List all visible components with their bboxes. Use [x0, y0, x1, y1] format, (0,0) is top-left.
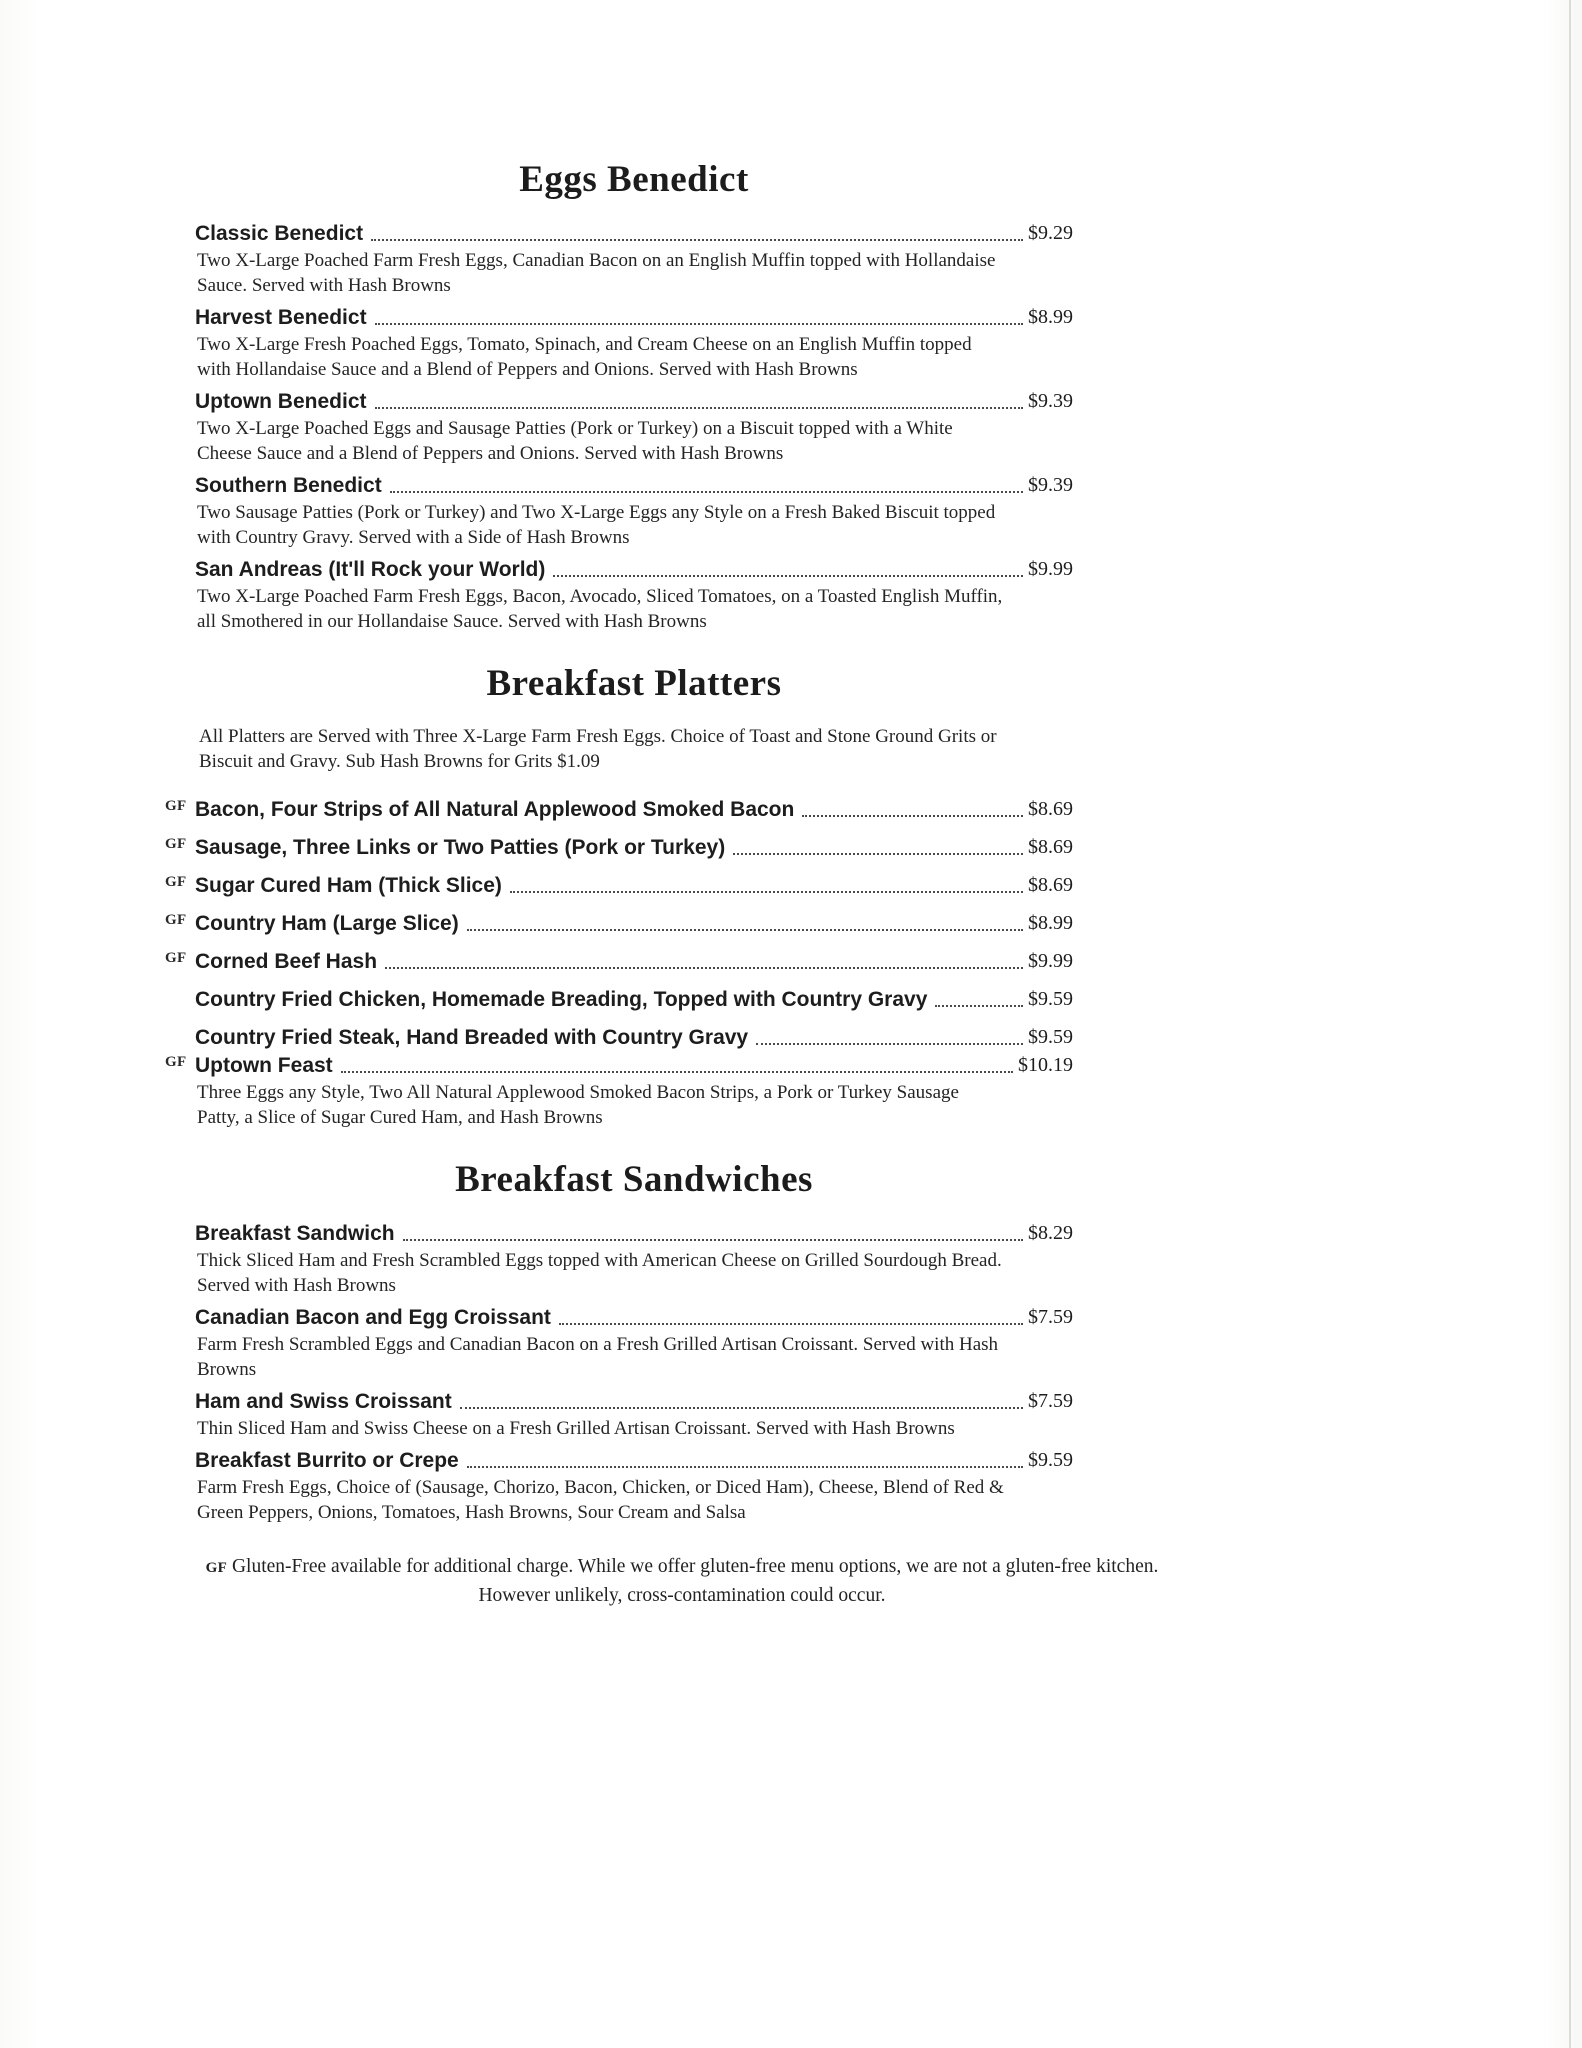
item-description: Two X-Large Fresh Poached Eggs, Tomato, Spinach, and Cream Cheese on an English Muffin topped with Hollandaise Sauce and a Blend of Peppers and Onions. Served with Hash Browns [197, 334, 972, 380]
item-row [195, 1304, 1073, 1331]
menu-item [165, 948, 1073, 975]
item-description: Two X-Large Poached Farm Fresh Eggs, Bacon, Avocado, Sliced Tomatoes, on a Toasted English Muffin, all Smothered in our Hollandaise Sauce. Served with Hash Browns [197, 586, 1003, 632]
disclaimer-text: Gluten-Free available for additional charge. While we offer gluten-free menu options, we are not a gluten-free kitchen. [231, 1556, 1159, 1577]
item-row [195, 1388, 1073, 1415]
item-row [195, 1024, 1073, 1051]
item-name: Country Ham (Large Slice) [195, 912, 459, 935]
item-description: Three Eggs any Style, Two All Natural Applewood Smoked Bacon Strips, a Pork or Turkey Sausage Patty, a Slice of Sugar Cured Ham, and Hash Browns [197, 1082, 959, 1128]
menu-item [195, 304, 1073, 382]
menu-item [165, 872, 1073, 899]
dotted-leader [802, 815, 1023, 817]
item-name: Sugar Cured Ham (Thick Slice) [195, 874, 502, 897]
gluten-free-marker: GF [165, 1054, 187, 1070]
item-price: $7.59 [1028, 1306, 1073, 1328]
gluten-free-marker: GF [165, 836, 187, 852]
item-description: Two Sausage Patties (Pork or Turkey) and Two X-Large Eggs any Style on a Fresh Baked Biscuit topped with Country Gravy. Served with a Side of Hash Browns [197, 502, 996, 548]
gluten-free-marker: GF [165, 912, 187, 928]
dotted-leader [403, 1239, 1023, 1241]
section-breakfast-sandwiches [195, 1220, 1073, 1525]
gluten-free-marker: GF [165, 950, 187, 966]
item-price: $7.59 [1028, 1390, 1073, 1412]
item-price: $9.59 [1028, 1026, 1073, 1048]
gluten-free-marker: GF [165, 798, 187, 814]
item-price: $8.99 [1028, 912, 1073, 934]
item-price: $8.69 [1028, 874, 1073, 896]
dotted-leader [553, 575, 1023, 577]
item-price: $8.69 [1028, 836, 1073, 858]
item-description: Two X-Large Poached Eggs and Sausage Patties (Pork or Turkey) on a Biscuit topped with a White Cheese Sauce and a Blend of Peppers and Onions. Served with Hash Browns [197, 418, 953, 464]
item-name: Bacon, Four Strips of All Natural Applewood Smoked Bacon [195, 798, 795, 821]
disclaimer-line-1 [152, 1553, 1212, 1582]
item-price: $9.99 [1028, 950, 1073, 972]
item-name: Uptown Benedict [195, 390, 367, 413]
item-description: Farm Fresh Eggs, Choice of (Sausage, Chorizo, Bacon, Chicken, or Diced Ham), Cheese, Blend of Red & Green Peppers, Onions, Tomatoes, Hash Browns, Sour Cream and Salsa [197, 1477, 1004, 1523]
section-intro: All Platters are Served with Three X-Large Farm Fresh Eggs. Choice of Toast and Stone Ground Grits or Biscuit and Gravy. Sub Hash Browns for Grits $1.09 [199, 726, 997, 772]
item-row [195, 388, 1073, 415]
dotted-leader [467, 929, 1023, 931]
dotted-leader [375, 407, 1024, 409]
item-row [165, 872, 1073, 899]
item-name: Breakfast Sandwich [195, 1222, 395, 1245]
item-price: $10.19 [1018, 1054, 1073, 1076]
dotted-leader [733, 853, 1023, 855]
item-row [195, 1447, 1073, 1474]
dotted-leader [467, 1466, 1023, 1468]
item-price: $9.39 [1028, 390, 1073, 412]
disclaimer-line-2: However unlikely, cross-contamination could occur. [478, 1585, 886, 1606]
gluten-free-marker: GF [165, 874, 187, 890]
item-row [195, 1220, 1073, 1247]
menu-item [165, 910, 1073, 937]
section-breakfast-platters [165, 796, 1073, 1130]
item-row [165, 948, 1073, 975]
item-row [165, 796, 1073, 823]
item-row [195, 986, 1073, 1013]
menu-item [195, 1220, 1073, 1298]
section-eggs-benedict [195, 220, 1073, 634]
dotted-leader [371, 239, 1023, 241]
item-row [195, 556, 1073, 583]
item-row [195, 304, 1073, 331]
item-description: Thin Sliced Ham and Swiss Cheese on a Fresh Grilled Artisan Croissant. Served with Hash Browns [197, 1418, 955, 1439]
item-row [165, 910, 1073, 937]
dotted-leader [510, 891, 1023, 893]
item-name: Corned Beef Hash [195, 950, 378, 973]
item-price: $8.29 [1028, 1222, 1073, 1244]
menu-item [195, 1304, 1073, 1382]
item-description: Thick Sliced Ham and Fresh Scrambled Eggs topped with American Cheese on Grilled Sourdough Bread. Served with Hash Browns [197, 1250, 1002, 1296]
item-name: San Andreas (It'll Rock your World) [195, 558, 546, 581]
section-title-eggs-benedict: Eggs Benedict [519, 159, 749, 200]
menu-item [195, 220, 1073, 298]
dotted-leader [935, 1005, 1023, 1007]
dotted-leader [341, 1071, 1013, 1073]
gluten-free-disclaimer [152, 1553, 1212, 1609]
item-name: Sausage, Three Links or Two Patties (Pork or Turkey) [195, 836, 726, 859]
menu-item [165, 1052, 1073, 1130]
section-title-breakfast-sandwiches: Breakfast Sandwiches [455, 1159, 813, 1200]
item-description: Two X-Large Poached Farm Fresh Eggs, Canadian Bacon on an English Muffin topped with Hollandaise Sauce. Served with Hash Browns [197, 250, 996, 296]
item-price: $9.39 [1028, 474, 1073, 496]
item-price: $8.99 [1028, 306, 1073, 328]
menu-content [165, 158, 1159, 1609]
menu-item [195, 1447, 1073, 1525]
gluten-free-marker: GF [205, 1560, 228, 1576]
item-row [195, 472, 1073, 499]
item-row [165, 834, 1073, 861]
dotted-leader [460, 1407, 1023, 1409]
item-name: Harvest Benedict [195, 306, 367, 329]
dotted-leader [385, 967, 1023, 969]
item-price: $9.59 [1028, 988, 1073, 1010]
dotted-leader [756, 1043, 1023, 1045]
item-row [165, 1052, 1073, 1079]
menu-item [165, 796, 1073, 823]
menu-item [195, 986, 1073, 1013]
item-name: Ham and Swiss Croissant [195, 1390, 452, 1413]
menu-item [165, 834, 1073, 861]
item-name: Southern Benedict [195, 474, 382, 497]
item-name: Country Fried Steak, Hand Breaded with Country Gravy [195, 1026, 749, 1049]
menu-item [195, 388, 1073, 466]
item-price: $8.69 [1028, 798, 1073, 820]
menu-item [195, 556, 1073, 634]
menu-item [195, 1388, 1073, 1441]
menu-item [195, 472, 1073, 550]
dotted-leader [375, 323, 1023, 325]
item-name: Breakfast Burrito or Crepe [195, 1449, 459, 1472]
item-name: Canadian Bacon and Egg Croissant [195, 1306, 551, 1329]
menu-item [195, 1024, 1073, 1051]
item-description: Farm Fresh Scrambled Eggs and Canadian Bacon on a Fresh Grilled Artisan Croissant. Served with Hash Browns [197, 1334, 999, 1380]
item-price: $9.99 [1028, 558, 1073, 580]
item-row [195, 220, 1073, 247]
dotted-leader [390, 491, 1023, 493]
item-name: Country Fried Chicken, Homemade Breading, Topped with Country Gravy [195, 988, 928, 1011]
item-name: Uptown Feast [195, 1054, 333, 1077]
section-title-breakfast-platters: Breakfast Platters [486, 663, 782, 704]
scan-edge-artifact [1569, 0, 1571, 2048]
item-name: Classic Benedict [195, 222, 364, 245]
item-price: $9.59 [1028, 1449, 1073, 1471]
dotted-leader [559, 1323, 1023, 1325]
item-price: $9.29 [1028, 222, 1073, 244]
